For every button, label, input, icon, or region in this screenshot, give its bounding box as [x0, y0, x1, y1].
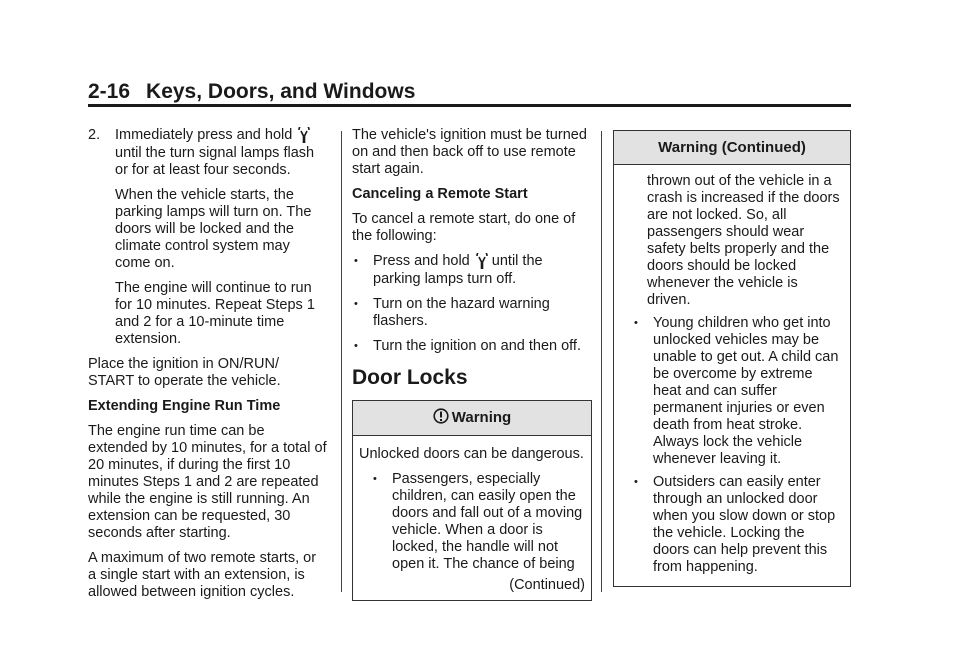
- step-number: 2.: [88, 127, 101, 143]
- bullet-icon: •: [354, 298, 358, 310]
- warning-box: [352, 400, 592, 601]
- paragraph: To cancel a remote start, do one of the following:: [352, 211, 576, 244]
- subheading-extending: Extending Engine Run Time: [88, 398, 281, 414]
- subheading-canceling: Canceling a Remote Start: [352, 186, 528, 202]
- continued-label: (Continued): [509, 577, 585, 593]
- warning-continued-text: thrown out of the vehicle in a crash is increased if the doors are not locked. So, all passengers should wear safety belts properly and the doors should be locked whenever the vehicle is driven.: [647, 173, 840, 308]
- warning-header: Warning (Continued): [614, 131, 850, 165]
- bullet-2-text: Turn on the hazard warning flashers.: [373, 296, 550, 329]
- warning-body: [353, 436, 591, 600]
- warning-intro: Unlocked doors can be dangerous.: [359, 446, 584, 462]
- paragraph: Place the ignition in ON/RUN/ START to operate the vehicle.: [88, 356, 281, 389]
- list-item: [352, 296, 592, 330]
- header-rule: [88, 104, 851, 107]
- paragraph: The engine will continue to run for 10 minutes. Repeat Steps 1 and 2 for a 10-minute time extension.: [115, 280, 315, 347]
- page-header: [88, 80, 415, 104]
- list-item: [620, 474, 844, 576]
- step-2-text-a: Immediately press and hold: [115, 127, 293, 143]
- chapter-title: Keys, Doors, and Windows: [146, 80, 416, 103]
- warning-bullet-young-children: Young children who get into unlocked vehicles may be unable to get out. A child can be overcome by extreme heat and can suffer permanent injuries or even death from heat stroke. Always lock the vehicle whenever leaving it.: [653, 315, 839, 467]
- bullet-icon: •: [373, 473, 377, 485]
- page-number: 2-16: [88, 80, 131, 103]
- step-2: [88, 127, 328, 179]
- bullet-1-text-a: Press and hold: [373, 253, 470, 269]
- remote-start-icon: [298, 127, 310, 145]
- paragraph: When the vehicle starts, the parking lamps will turn on. The doors will be locked and the climate control system may come on.: [115, 187, 312, 271]
- column-2: [352, 127, 592, 601]
- bullet-icon: •: [634, 317, 638, 329]
- paragraph: The vehicle's ignition must be turned on and then back off to use remote start again.: [352, 127, 587, 177]
- warning-bullet-outsiders: Outsiders can easily enter through an unlocked door when you slow down or stop the vehicle. Locking the doors can help prevent this from happening.: [653, 474, 836, 575]
- warning-box-continued: [613, 130, 851, 587]
- section-title-door-locks: Door Locks: [352, 366, 468, 389]
- list-item: [359, 471, 585, 573]
- paragraph: The engine run time can be extended by 10 minutes, for a total of 20 minutes, if during the first 10 minutes Steps 1 and 2 are repeated while the engine is still running. An extension can be requested, 30 seconds after starting.: [88, 423, 327, 541]
- bullet-icon: •: [634, 476, 638, 488]
- remote-start-icon: [476, 253, 488, 271]
- bullet-1-text-b: until the parking lamps turn off.: [373, 253, 543, 287]
- bullet-icon: •: [354, 255, 358, 267]
- column-1: [88, 127, 328, 609]
- list-item: [352, 253, 592, 288]
- warning-body: [614, 165, 850, 586]
- step-2-text-b: until the turn signal lamps flash or for at least four seconds.: [115, 145, 315, 178]
- column-3: [613, 130, 851, 587]
- bullet-3-text: Turn the ignition on and then off.: [373, 338, 581, 354]
- warning-bullet-1: Passengers, especially children, can easily open the doors and fall out of a moving vehicle. When a door is locked, the handle will not open it. The chance of being: [392, 471, 583, 572]
- warning-title: Warning: [451, 409, 512, 426]
- warning-symbol-icon: [433, 408, 449, 424]
- list-item: [620, 315, 844, 468]
- paragraph: A maximum of two remote starts, or a single start with an extension, is allowed between ignition cycles.: [88, 550, 317, 600]
- list-item: [352, 338, 592, 355]
- warning-header: [353, 401, 591, 436]
- bullet-icon: •: [354, 340, 358, 352]
- column-divider-2: [601, 131, 602, 592]
- column-divider-1: [341, 131, 342, 592]
